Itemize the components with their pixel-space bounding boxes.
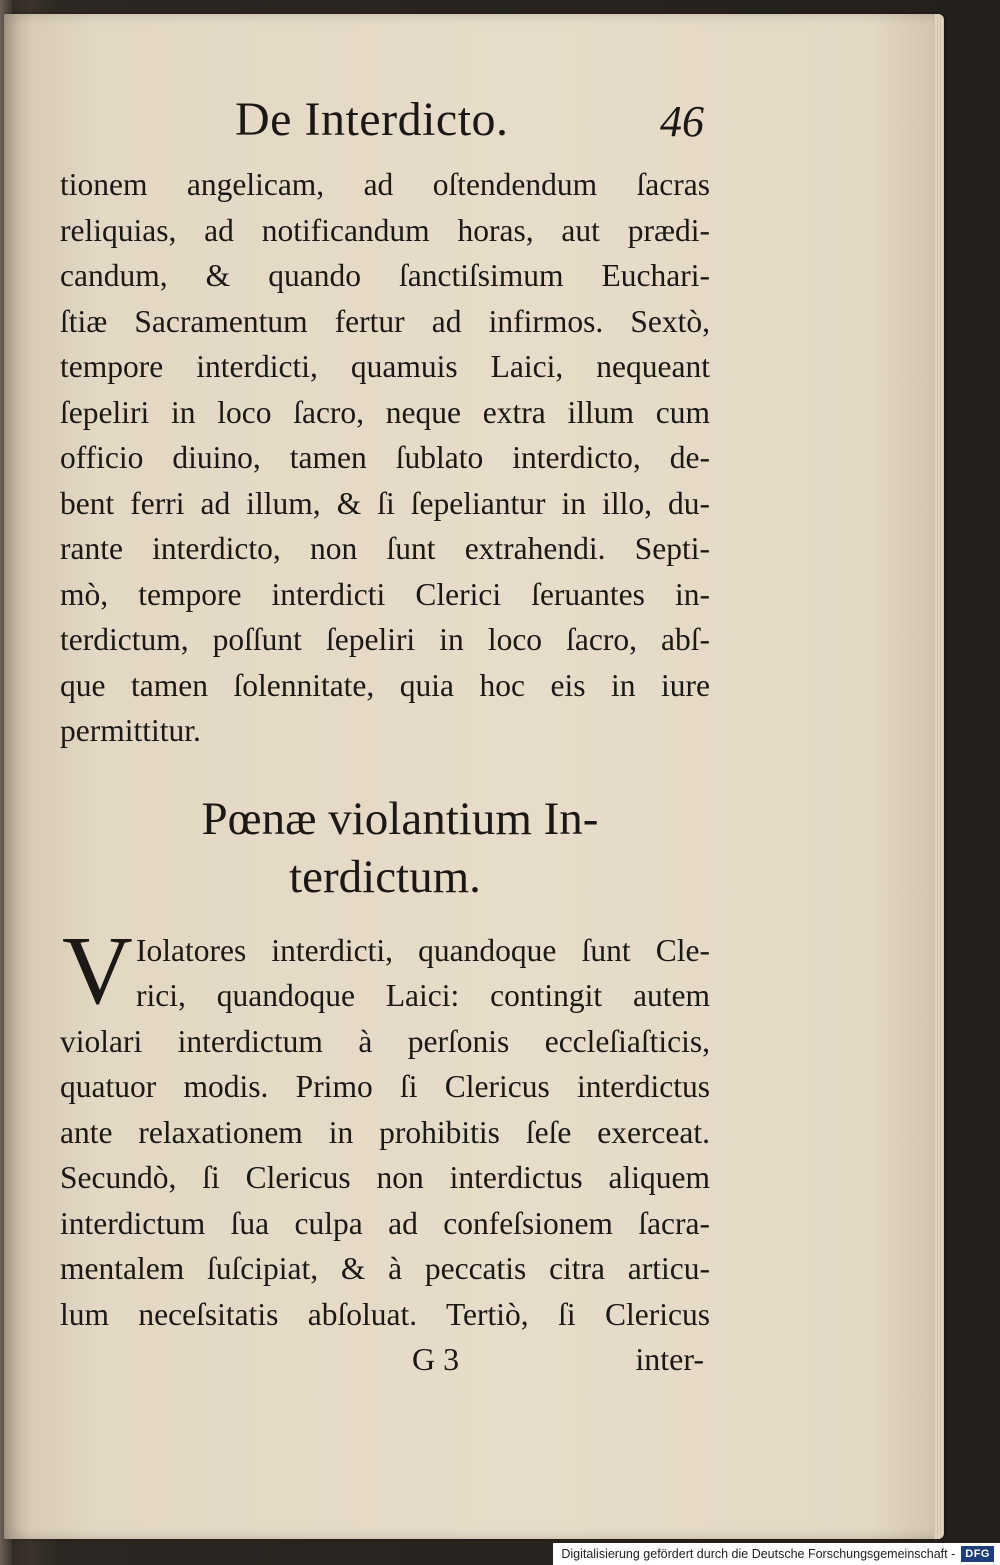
- text-line: bent ferri ad illum, & ſi ſepeliantur in illo, du-: [60, 485, 710, 521]
- text-line: mentalem ſuſcipiat, & à peccatis citra articu-: [60, 1251, 710, 1286]
- paragraph-1: [60, 162, 710, 754]
- text-line: lum neceſsitatis abſoluat. Tertiò, ſi Clericus: [60, 1296, 710, 1332]
- text-line: rante interdicto, non ſunt extrahendi. Septi-: [60, 531, 710, 566]
- text-line: rici, quandoque Laici: contingit autem: [136, 978, 710, 1013]
- catchword: inter-: [635, 1341, 704, 1377]
- paragraph-2-body: [60, 916, 710, 1338]
- text-line: permittitur.: [60, 713, 201, 748]
- drop-cap: V: [62, 916, 133, 1025]
- text-line: interdictum ſua culpa ad confeſsionem ſacra-: [60, 1205, 710, 1241]
- page-number: 46: [660, 97, 704, 146]
- heading-line: terdictum.: [289, 850, 481, 903]
- signature-mark: G 3: [412, 1341, 460, 1377]
- text-line: ſepeliri in loco ſacro, neque extra illum cum: [60, 394, 710, 430]
- heading-line: Pœnæ violantium In-: [201, 792, 599, 845]
- page-edge: [934, 14, 944, 1539]
- text-line: que tamen ſolennitate, quia hoc eis in iure: [60, 667, 710, 703]
- text-line: quatuor modis. Primo ſi Clericus interdictus: [60, 1069, 710, 1104]
- section-heading: [60, 790, 710, 906]
- text-line: ante relaxationem in prohibitis ſeſe exerceat.: [60, 1114, 710, 1150]
- running-title: De Interdicto.: [235, 93, 509, 146]
- text-line: Iolatores interdicti, quandoque ſunt Cle-: [136, 932, 710, 968]
- paragraph-2: [60, 916, 710, 1338]
- catch-line: [60, 1341, 710, 1391]
- dfg-logo-icon: DFG: [961, 1546, 994, 1562]
- digitization-credit: [553, 1543, 1000, 1565]
- text-line: Secundò, ſi Clericus non interdictus aliquem: [60, 1160, 710, 1195]
- text-line: terdictum, poſſunt ſepeliri in loco ſacro, abſ-: [60, 622, 710, 657]
- credit-text: Digitalisierung gefördert durch die Deutsche Forschungsgemeinschaft -: [561, 1547, 956, 1561]
- text-line: candum, & quando ſanctiſsimum Euchari-: [60, 258, 710, 293]
- text-line: officio diuino, tamen ſublato interdicto, de-: [60, 440, 710, 475]
- text-line: reliquias, ad notificandum horas, aut prædi-: [60, 212, 710, 248]
- text-line: violari interdictum à perſonis eccleſiaſticis,: [60, 1023, 710, 1059]
- text-line: mò, tempore interdicti Clerici ſeruantes in-: [60, 576, 710, 612]
- text-line: tempore interdicti, quamuis Laici, nequeant: [60, 349, 710, 384]
- text-line: tionem angelicam, ad oſtendendum ſacras: [60, 167, 710, 202]
- text-block: [60, 92, 710, 1391]
- book-page: [4, 14, 944, 1539]
- text-line: ſtiæ Sacramentum fertur ad infirmos. Sextò,: [60, 303, 710, 339]
- running-head: [60, 92, 710, 162]
